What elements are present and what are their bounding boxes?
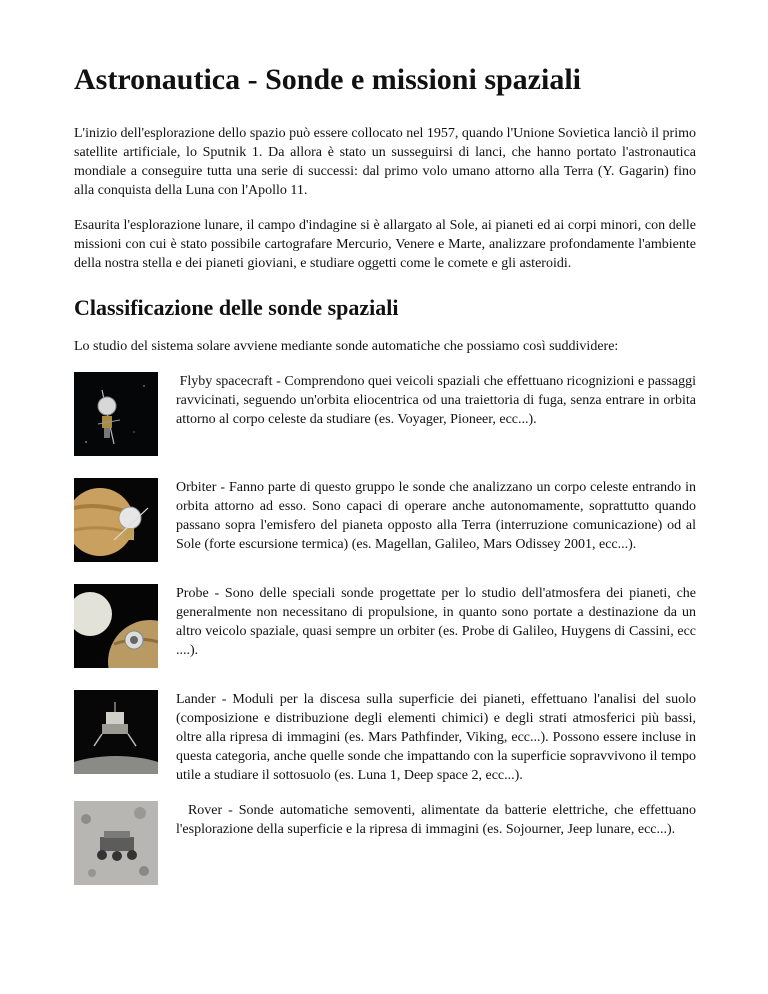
- rover-description: Rover - Sonde automatiche semoventi, alimentate da batterie elettriche, che effettuano l'esplorazione della superficie e la ripresa di immagini (es. Sojourner, Jeep lunare, ecc...).: [176, 803, 700, 837]
- lander-description: Lander - Moduli per la discesa sulla superficie dei pianeti, effettuano l'analisi del suolo (composizione e distribuzione degli elementi chimici) e degli strati atmosferici più bassi, oltre alla ripresa di immagini (es. Mars Pathfinder, Viking, ecc...). Possono essere incluse in questa categoria, anche quelle sonde che impattando con la superficie sopravvivono il tempo utile a studiare il sottosuolo (es. Luna 1, Deep space 2, ecc...).: [176, 692, 696, 783]
- list-item-rover: [74, 801, 700, 885]
- list-item-probe: [74, 584, 696, 668]
- lander-photo: [74, 690, 158, 774]
- orbiter-description: Orbiter - Fanno parte di questo gruppo le sonde che analizzano un corpo celeste entrando in orbita attorno ad esso. Sono capaci di operare anche autonomamente, soprattutto quando passano sopra l'emisfero del pianeta opposto alla Terra (interruzione comunicazione) od al Sole (forte escursione termica) (es. Magellan, Galileo, Mars Odissey 2001, ecc...).: [176, 480, 696, 552]
- orbiter-photo: [74, 478, 158, 562]
- probe-description: Probe - Sono delle speciali sonde progettate per lo studio dell'atmosfera dei pianeti, che generalmente non necessitano di propulsione, in quanto sono portate a destinazione da un altro veicolo spaziale, quasi sempre un orbiter (es. Probe di Galileo, Huygens di Cassini, ecc ....).: [176, 586, 696, 658]
- list-item-orbiter: [74, 478, 696, 562]
- intro-paragraph-2: Esaurita l'esplorazione lunare, il campo d'indagine si è allargato al Sole, ai pianeti ed ai corpi minori, con delle missioni con cui è stato possibile cartografare Mercurio, Venere e Marte, analizzare profondamente l'ambiente della nostra stella e dei pianeti gioviani, e studiare oggetti come le comete e gli asteroidi.: [74, 218, 696, 271]
- flyby-spacecraft-photo: [74, 372, 158, 456]
- probe-photo: [74, 584, 158, 668]
- rover-photo: [74, 801, 158, 885]
- document-page: [74, 60, 700, 901]
- list-item-flyby: [74, 372, 700, 456]
- intro-paragraph-1: L'inizio dell'esplorazione dello spazio può essere collocato nel 1957, quando l'Unione Sovietica lanciò il primo satellite artificiale, lo Sputnik 1. Da allora è stato un susseguirsi di lanci, che hanno portato l'astronautica mondiale a conseguire tutta una serie di successi: dal primo volo umano attorno alla Terra (Y. Gagarin) fino alla conquista della Luna con l'Apollo 11.: [74, 126, 696, 198]
- section-lead: Lo studio del sistema solare avviene mediante sonde automatiche che possiamo così suddividere:: [74, 339, 619, 354]
- page-title: Astronautica - Sonde e missioni spaziali: [74, 63, 581, 96]
- flyby-description: Flyby spacecraft - Comprendono quei veicoli spaziali che effettuano ricognizioni e passaggi ravvicinati, seguendo un'orbita eliocentrica od una traiettoria di fuga, senza entrare in orbita attorno al corpo celeste da studiare (es. Voyager, Pioneer, ecc...).: [176, 374, 700, 427]
- list-item-lander: [74, 690, 696, 785]
- section-heading: Classificazione delle sonde spaziali: [74, 295, 399, 320]
